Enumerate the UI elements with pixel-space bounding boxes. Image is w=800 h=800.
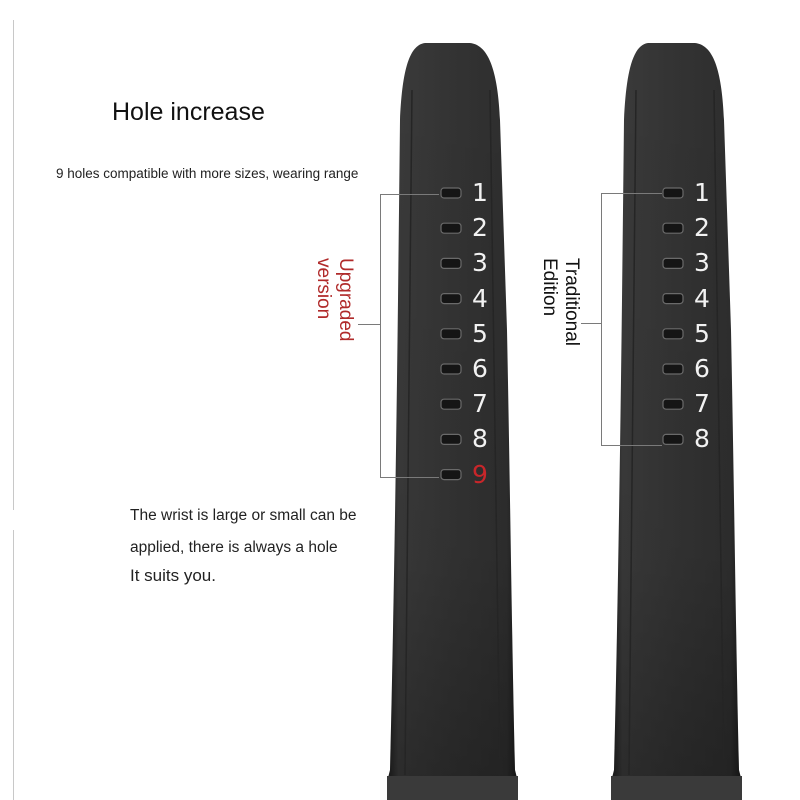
description-line-1: The wrist is large or small can be [130,507,357,524]
right-bracket [601,193,662,446]
strap-hole [663,399,683,409]
hole-number: 2 [472,213,488,243]
strap-hole [441,329,461,339]
strap-hole [663,223,683,233]
hole-number: 6 [472,354,488,383]
strap-hole [441,399,461,409]
left-strap-holes [441,188,461,480]
strap-hole [663,258,683,268]
strap-hole [663,434,683,444]
hole-number: 4 [472,283,488,313]
right-bracket-tick [581,323,601,324]
strap-hole [663,329,683,339]
right-strap-label: Traditional Edition [539,258,582,347]
hole-number: 9 [472,459,488,489]
left-bracket [380,194,439,478]
strap-hole [441,258,461,268]
hole-number: 3 [694,248,710,278]
strap-hole [441,223,461,233]
hole-number: 4 [694,283,710,313]
strap-hole [663,188,683,198]
hole-number: 6 [694,354,710,383]
hole-number: 8 [472,424,488,454]
hole-number: 2 [694,213,710,243]
left-bracket-tick [358,324,380,325]
left-strap-label: Upgraded version [313,258,356,342]
hole-number: 5 [694,318,710,348]
strap-hole [441,470,461,480]
strap-hole [663,294,683,304]
hole-number: 5 [472,318,488,348]
description-line-3: It suits you. [130,566,216,585]
hole-number: 8 [694,424,710,454]
headline: Hole increase [112,98,265,126]
strap-hole [441,434,461,444]
hole-number: 7 [694,389,710,419]
strap-hole [441,364,461,374]
hole-number: 1 [694,178,710,207]
subheadline: 9 holes compatible with more sizes, wearing range [56,166,359,181]
strap-hole [663,364,683,374]
hole-number: 1 [472,178,488,207]
hole-number: 7 [472,389,488,419]
hole-number: 3 [472,248,488,278]
description-line-2: applied, there is always a hole [130,539,338,556]
strap-hole [441,294,461,304]
strap-hole [441,188,461,198]
